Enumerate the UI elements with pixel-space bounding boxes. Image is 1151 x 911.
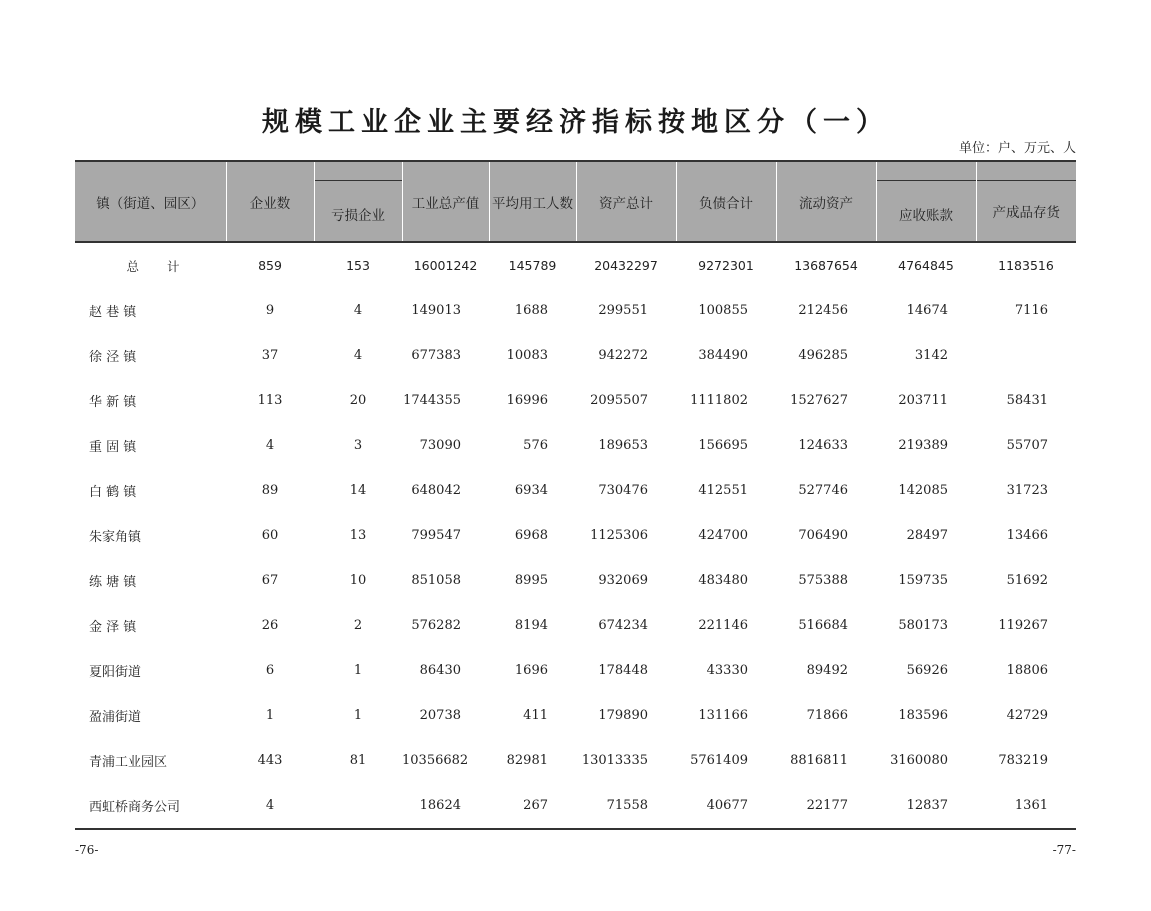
cell-value: 153	[346, 258, 370, 273]
cell-value: 159735	[898, 573, 948, 588]
row-label: 徐 泾 镇	[89, 350, 137, 365]
cell-value: 16001242	[413, 258, 478, 273]
row-label: 夏阳街道	[89, 665, 142, 680]
header-avg-employees: 平均用工人数	[489, 161, 576, 242]
cell-value: 674234	[598, 618, 648, 633]
cell-value: 648042	[411, 483, 461, 498]
cell-value: 5761409	[690, 753, 748, 768]
page-number-left: -76-	[75, 843, 99, 857]
cell-value: 527746	[798, 483, 848, 498]
header-receivables: 应收账款	[876, 181, 976, 243]
cell-value: 131166	[698, 708, 748, 723]
cell-value: 932069	[598, 573, 648, 588]
header-loss-enterprises: 亏损企业	[314, 181, 402, 243]
cell-value: 71558	[576, 783, 676, 829]
cell-value: 576282	[411, 618, 461, 633]
cell-value: 851058	[411, 573, 461, 588]
row-label: 重 固 镇	[89, 440, 137, 455]
table-row	[75, 378, 1076, 423]
cell-value: 942272	[598, 348, 648, 363]
cell-value: 43330	[706, 663, 748, 678]
cell-value: 18624	[402, 783, 489, 829]
cell-value: 42729	[1006, 708, 1048, 723]
cell-value: 677383	[411, 348, 461, 363]
cell-value: 1688	[514, 303, 548, 318]
cell-value: 31723	[1006, 483, 1048, 498]
page-number-right: -77-	[1052, 843, 1076, 857]
table-row-total	[75, 242, 1076, 288]
cell-value: 20432297	[594, 258, 658, 273]
cell-value: 4	[226, 783, 314, 829]
row-label: 练 塘 镇	[89, 575, 137, 590]
row-label: 青浦工业园区	[89, 755, 168, 770]
cell-value: 13466	[1006, 528, 1048, 543]
cell-value: 4	[265, 438, 275, 453]
cell-value: 411	[523, 708, 548, 723]
cell-value: 384490	[698, 348, 748, 363]
cell-value: 221146	[698, 618, 748, 633]
cell-value: 516684	[798, 618, 848, 633]
row-label: 金 泽 镇	[89, 620, 137, 635]
cell-value: 10	[349, 573, 367, 588]
table-body	[75, 242, 1076, 829]
cell-value: 9	[265, 303, 275, 318]
cell-value: 14674	[906, 303, 948, 318]
row-label: 总 计	[126, 258, 181, 274]
cell-value: 58431	[1006, 393, 1048, 408]
cell-value: 13013335	[581, 753, 648, 768]
cell-value: 424700	[698, 528, 748, 543]
table-row	[75, 558, 1076, 603]
cell-value: 9272301	[698, 258, 754, 273]
cell-value: 89492	[806, 663, 848, 678]
cell-value: 142085	[898, 483, 948, 498]
cell-value: 4	[353, 303, 363, 318]
header-finished-goods: 产成品存货	[976, 181, 1076, 243]
table-row	[75, 468, 1076, 513]
cell-value: 496285	[798, 348, 848, 363]
cell-value: 7116	[1014, 303, 1048, 318]
cell-value: 113	[257, 393, 283, 408]
page-title: 规模工业企业主要经济指标按地区分（一）	[262, 107, 889, 138]
cell-value: 183596	[898, 708, 948, 723]
header-spacer	[976, 161, 1076, 181]
cell-value: 18806	[1006, 663, 1048, 678]
cell-value: 124633	[798, 438, 848, 453]
cell-value: 299551	[598, 303, 648, 318]
header-current-assets: 流动资产	[776, 161, 876, 242]
cell-value: 730476	[598, 483, 648, 498]
cell-value	[976, 333, 1076, 378]
cell-value: 20	[349, 393, 367, 408]
cell-value: 8995	[514, 573, 548, 588]
cell-value: 8194	[514, 618, 548, 633]
cell-value: 580173	[898, 618, 948, 633]
table-row	[75, 333, 1076, 378]
cell-value: 1	[353, 708, 363, 723]
cell-value: 20738	[419, 708, 461, 723]
cell-value: 1527627	[790, 393, 848, 408]
table-row	[75, 648, 1076, 693]
cell-value: 859	[258, 258, 282, 273]
cell-value: 1	[353, 663, 363, 678]
cell-value: 71866	[806, 708, 848, 723]
row-label: 赵 巷 镇	[89, 305, 137, 320]
cell-value: 1744355	[403, 393, 461, 408]
cell-value: 13687654	[794, 258, 858, 273]
cell-value: 26	[261, 618, 279, 633]
cell-value: 575388	[798, 573, 848, 588]
cell-value: 3	[353, 438, 363, 453]
cell-value: 67	[261, 573, 279, 588]
cell-value: 179890	[598, 708, 648, 723]
cell-value: 576	[523, 438, 548, 453]
cell-value: 13	[349, 528, 367, 543]
cell-value: 22177	[776, 783, 876, 829]
cell-value: 8816811	[790, 753, 848, 768]
cell-value: 37	[261, 348, 279, 363]
cell-value: 443	[257, 753, 283, 768]
row-label: 西虹桥商务公司	[75, 783, 226, 829]
row-label: 盈浦街道	[89, 710, 142, 725]
cell-value: 6	[265, 663, 275, 678]
unit-note: 单位：户、万元、人	[958, 141, 1076, 156]
cell-value: 4	[353, 348, 363, 363]
cell-value: 89	[261, 483, 279, 498]
economic-indicators-table	[75, 160, 1076, 830]
cell-value: 1183516	[998, 258, 1054, 273]
cell-value: 1125306	[590, 528, 648, 543]
cell-value: 86430	[419, 663, 461, 678]
cell-value: 156695	[698, 438, 748, 453]
cell-value: 412551	[698, 483, 748, 498]
cell-value: 2	[353, 618, 363, 633]
header-total-liabilities: 负债合计	[676, 161, 776, 242]
cell-value: 1	[265, 708, 275, 723]
row-label: 白 鹤 镇	[89, 485, 137, 500]
cell-value: 81	[349, 753, 367, 768]
cell-value: 14	[349, 483, 367, 498]
header-enterprises: 企业数	[226, 161, 314, 242]
header-region: 镇（街道、园区）	[75, 161, 226, 242]
table-row	[75, 783, 1076, 829]
header-industrial-output: 工业总产值	[402, 161, 489, 242]
cell-value: 10083	[506, 348, 548, 363]
header-spacer	[314, 161, 402, 181]
cell-value: 12837	[876, 783, 976, 829]
cell-value	[314, 783, 402, 829]
cell-value: 55707	[1006, 438, 1048, 453]
table-row	[75, 693, 1076, 738]
cell-value: 6934	[514, 483, 548, 498]
header-spacer	[876, 161, 976, 181]
cell-value: 16996	[506, 393, 548, 408]
cell-value: 10356682	[402, 753, 469, 768]
cell-value: 51692	[1006, 573, 1048, 588]
row-label: 朱家角镇	[89, 530, 142, 545]
table-row	[75, 603, 1076, 648]
table-row	[75, 738, 1076, 783]
cell-value: 219389	[898, 438, 948, 453]
cell-value: 40677	[676, 783, 776, 829]
cell-value: 3160080	[890, 753, 948, 768]
cell-value: 1111802	[690, 393, 748, 408]
cell-value: 267	[489, 783, 576, 829]
cell-value: 6968	[514, 528, 548, 543]
cell-value: 706490	[798, 528, 848, 543]
cell-value: 82981	[506, 753, 548, 768]
cell-value: 149013	[411, 303, 461, 318]
table-row	[75, 288, 1076, 333]
cell-value: 60	[261, 528, 279, 543]
cell-value: 483480	[698, 573, 748, 588]
cell-value: 1361	[976, 783, 1076, 829]
cell-value: 73090	[419, 438, 461, 453]
cell-value: 119267	[998, 618, 1048, 633]
cell-value: 2095507	[590, 393, 648, 408]
cell-value: 212456	[798, 303, 848, 318]
cell-value: 189653	[598, 438, 648, 453]
cell-value: 3142	[914, 348, 948, 363]
cell-value: 799547	[411, 528, 461, 543]
cell-value: 100855	[698, 303, 748, 318]
cell-value: 56926	[906, 663, 948, 678]
cell-value: 178448	[598, 663, 648, 678]
table-row	[75, 423, 1076, 468]
cell-value: 1696	[514, 663, 548, 678]
table-row	[75, 513, 1076, 558]
header-total-assets: 资产总计	[576, 161, 676, 242]
cell-value: 783219	[998, 753, 1048, 768]
cell-value: 145789	[508, 258, 557, 273]
cell-value: 4764845	[898, 258, 954, 273]
row-label: 华 新 镇	[89, 395, 137, 410]
cell-value: 203711	[898, 393, 948, 408]
cell-value: 28497	[906, 528, 948, 543]
